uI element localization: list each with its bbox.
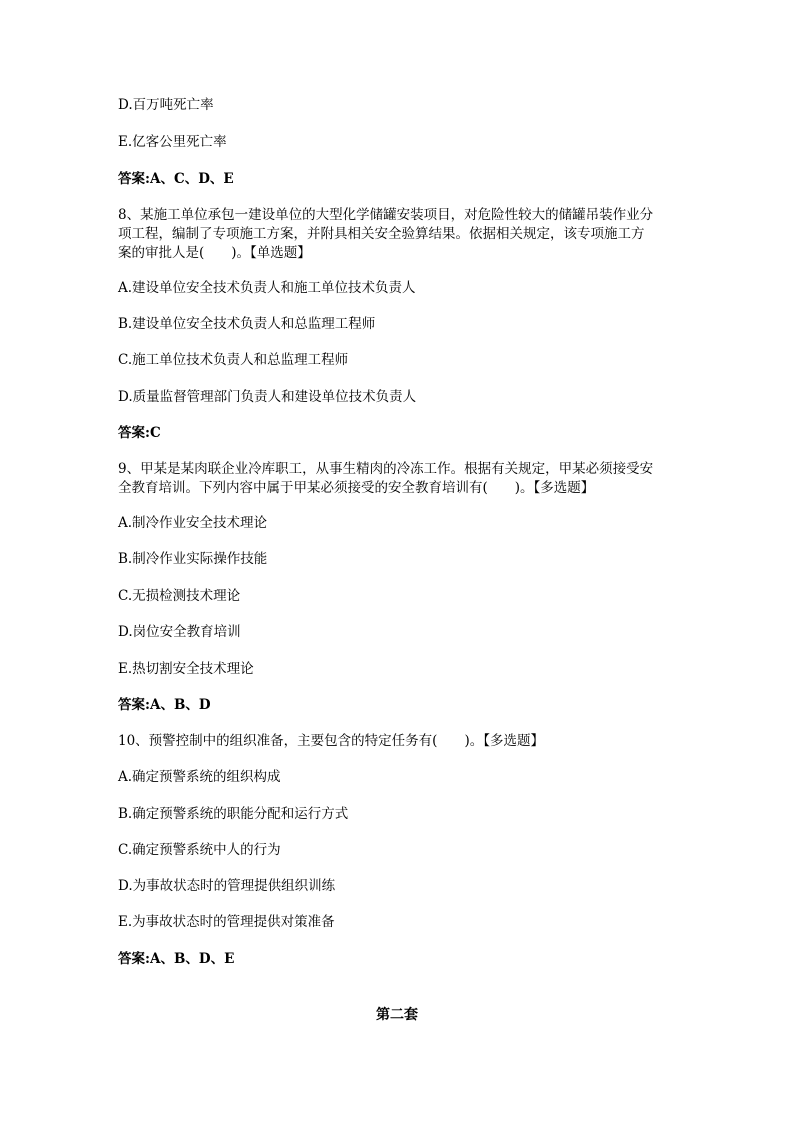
set-title: 第二套 [376,1007,418,1023]
q8-stem-line-3: 案的审批人是( )。【单选题】 [118,245,311,261]
prev-option-e: E.亿客公里死亡率 [118,134,227,150]
q10-option-c: C.确定预警系统中人的行为 [118,842,281,858]
q8-option-c: C.施工单位技术负责人和总监理工程师 [118,352,349,368]
q8-stem-line-1: 8、某施工单位承包一建设单位的大型化学储罐安装项目，对危险性较大的储罐吊装作业分 [118,207,654,223]
q9-stem-line-1: 9、甲某是某肉联企业冷库职工，从事生精肉的冷冻工作。根据有关规定，甲某必须接受安 [118,461,654,477]
q10-option-d: D.为事故状态时的管理提供组织训练 [118,878,336,894]
q10-option-a: A.确定预警系统的组织构成 [118,769,281,785]
prev-answer: 答案:A、C、D、E [118,171,234,187]
q8-option-a: A.建设单位安全技术负责人和施工单位技术负责人 [118,280,416,296]
q10-stem: 10、预警控制中的组织准备，主要包含的特定任务有( )。【多选题】 [118,733,544,749]
q9-answer: 答案:A、B、D [118,697,211,713]
q8-option-b: B.建设单位安全技术负责人和总监理工程师 [118,316,376,332]
q9-stem-line-2: 全教育培训。下列内容中属于甲某必须接受的安全教育培训有( )。【多选题】 [118,480,595,496]
q9-option-b: B.制冷作业实际操作技能 [118,551,268,567]
prev-option-d: D.百万吨死亡率 [118,97,214,113]
q9-option-a: A.制冷作业安全技术理论 [118,515,268,531]
q10-option-e: E.为事故状态时的管理提供对策准备 [118,914,335,930]
q9-option-e: E.热切割安全技术理论 [118,661,254,677]
q8-stem-line-2: 项工程，编制了专项施工方案，并附具相关安全验算结果。依据相关规定，该专项施工方 [118,226,645,242]
q10-option-b: B.确定预警系统的职能分配和运行方式 [118,806,349,822]
q10-answer: 答案:A、B、D、E [118,951,235,967]
q8-option-d: D.质量监督管理部门负责人和建设单位技术负责人 [118,389,417,405]
q8-answer: 答案:C [118,425,161,441]
q9-option-c: C.无损检测技术理论 [118,588,241,604]
q9-option-d: D.岗位安全教育培训 [118,624,241,640]
